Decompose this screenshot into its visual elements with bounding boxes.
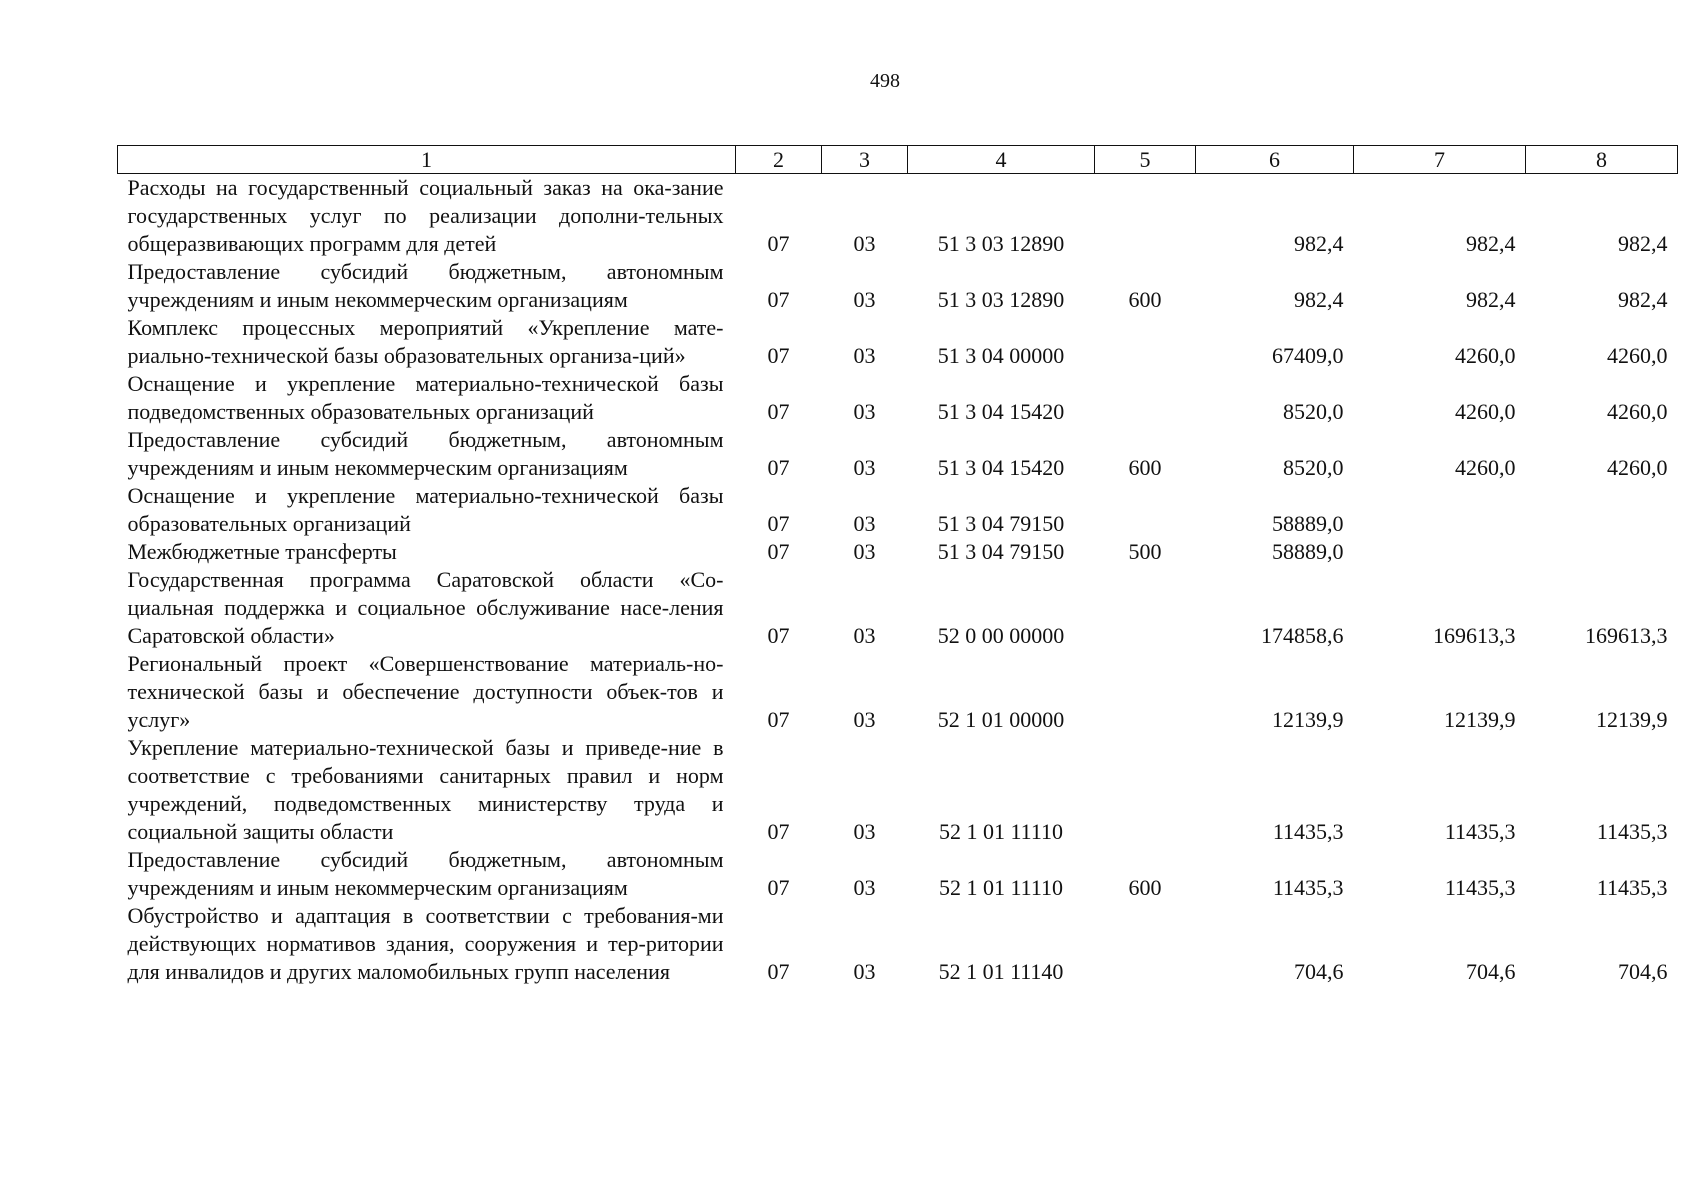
row-amount-col7: 982,4 — [1466, 287, 1516, 312]
row-amount-col6: 982,4 — [1294, 231, 1344, 256]
row-amount-col6: 12139,9 — [1272, 707, 1344, 732]
table-row — [118, 482, 1678, 538]
header-col-6: 6 — [1196, 146, 1354, 174]
row-section: 07 — [767, 959, 790, 984]
header-col-5: 5 — [1095, 146, 1196, 174]
row-amount-col7 — [1354, 482, 1526, 538]
row-subsection: 03 — [853, 539, 876, 564]
row-subsection: 03 — [853, 707, 876, 732]
row-section: 07 — [767, 707, 790, 732]
row-expense-type — [1095, 370, 1196, 426]
row-amount-col8: 982,4 — [1618, 287, 1668, 312]
row-amount-col8: 4260,0 — [1607, 455, 1668, 480]
page-number: 498 — [870, 70, 900, 92]
row-name: Оснащение и укрепление материально-технической базы подведомственных образовательных организаций — [127, 371, 724, 424]
row-amount-col6: 58889,0 — [1272, 539, 1344, 564]
row-amount-col7: 11435,3 — [1444, 819, 1516, 844]
table-row — [118, 426, 1678, 482]
table-row — [118, 538, 1678, 566]
row-amount-col6: 174858,6 — [1261, 623, 1344, 648]
row-subsection: 03 — [853, 511, 876, 536]
row-expense-type — [1095, 566, 1196, 650]
row-amount-col7: 982,4 — [1466, 231, 1516, 256]
row-name: Предоставление субсидий бюджетным, автономным учреждениям и иным некоммерческим организациям — [127, 847, 724, 900]
row-amount-col8 — [1526, 538, 1678, 566]
row-name: Региональный проект «Совершенствование материаль-но-технической базы и обеспечение доступности объек-тов и услуг» — [127, 651, 724, 732]
row-target-article: 51 3 04 79150 — [937, 511, 1065, 536]
row-amount-col6: 8520,0 — [1283, 455, 1344, 480]
header-col-2: 2 — [736, 146, 822, 174]
row-section: 07 — [767, 399, 790, 424]
row-section: 07 — [767, 623, 790, 648]
row-expense-type — [1095, 734, 1196, 846]
row-target-article: 51 3 04 15420 — [937, 399, 1065, 424]
row-expense-type: 600 — [1128, 875, 1162, 900]
row-amount-col8: 11435,3 — [1596, 819, 1668, 844]
row-expense-type — [1095, 902, 1196, 986]
row-amount-col7: 169613,3 — [1433, 623, 1516, 648]
row-amount-col7: 11435,3 — [1444, 875, 1516, 900]
row-amount-col8: 982,4 — [1618, 231, 1668, 256]
row-amount-col6: 58889,0 — [1272, 511, 1344, 536]
row-amount-col8: 704,6 — [1618, 959, 1668, 984]
table-row — [118, 902, 1678, 986]
row-expense-type — [1095, 174, 1196, 259]
row-subsection: 03 — [853, 875, 876, 900]
row-amount-col8 — [1526, 482, 1678, 538]
row-section: 07 — [767, 343, 790, 368]
row-subsection: 03 — [853, 623, 876, 648]
row-target-article: 52 1 01 00000 — [937, 707, 1065, 732]
header-row — [118, 146, 1678, 174]
row-name: Оснащение и укрепление материально-технической базы образовательных организаций — [127, 483, 724, 536]
row-section: 07 — [767, 287, 790, 312]
row-amount-col8: 4260,0 — [1607, 399, 1668, 424]
header-col-8: 8 — [1526, 146, 1678, 174]
row-target-article: 52 0 00 00000 — [937, 623, 1065, 648]
row-amount-col8: 12139,9 — [1596, 707, 1668, 732]
row-expense-type — [1095, 482, 1196, 538]
row-name: Комплекс процессных мероприятий «Укрепление мате-риально-технической базы образовательных организа-ций» — [127, 315, 724, 368]
row-section: 07 — [767, 511, 790, 536]
row-name: Предоставление субсидий бюджетным, автономным учреждениям и иным некоммерческим организациям — [127, 427, 724, 480]
header-col-3: 3 — [822, 146, 908, 174]
header-col-1: 1 — [118, 146, 736, 174]
row-amount-col6: 11435,3 — [1272, 875, 1344, 900]
row-amount-col8: 11435,3 — [1596, 875, 1668, 900]
row-section: 07 — [767, 539, 790, 564]
row-amount-col6: 67409,0 — [1272, 343, 1344, 368]
row-amount-col7 — [1354, 538, 1526, 566]
table-row — [118, 258, 1678, 314]
table-body — [118, 174, 1678, 987]
row-amount-col7: 704,6 — [1466, 959, 1516, 984]
row-name: Расходы на государственный социальный заказ на ока-зание государственных услуг по реализации дополни-тельных общеразвивающих программ для детей — [127, 175, 724, 256]
table-row — [118, 174, 1678, 259]
row-amount-col6: 8520,0 — [1283, 399, 1344, 424]
row-target-article: 52 1 01 11110 — [938, 819, 1064, 844]
row-subsection: 03 — [853, 287, 876, 312]
table-row — [118, 314, 1678, 370]
row-target-article: 51 3 03 12890 — [937, 287, 1065, 312]
table-row — [118, 370, 1678, 426]
row-expense-type: 600 — [1128, 287, 1162, 312]
row-subsection: 03 — [853, 959, 876, 984]
row-name: Обустройство и адаптация в соответствии с требования-ми действующих нормативов здания, сооружения и тер-ритории для инвалидов и других маломобильных групп населения — [127, 903, 724, 984]
row-subsection: 03 — [853, 819, 876, 844]
row-expense-type — [1095, 650, 1196, 734]
table-header — [118, 146, 1678, 174]
row-expense-type: 500 — [1128, 539, 1162, 564]
row-target-article: 51 3 04 00000 — [937, 343, 1065, 368]
row-amount-col6: 982,4 — [1294, 287, 1344, 312]
table-row — [118, 566, 1678, 650]
row-expense-type — [1095, 314, 1196, 370]
row-amount-col7: 4260,0 — [1455, 343, 1516, 368]
row-section: 07 — [767, 455, 790, 480]
row-amount-col7: 4260,0 — [1455, 455, 1516, 480]
table-row — [118, 650, 1678, 734]
row-name: Государственная программа Саратовской области «Со-циальная поддержка и социальное обслуживание насе-ления Саратовской области» — [127, 567, 724, 648]
row-expense-type: 600 — [1128, 455, 1162, 480]
row-amount-col8: 169613,3 — [1585, 623, 1668, 648]
row-amount-col7: 12139,9 — [1444, 707, 1516, 732]
row-amount-col8: 4260,0 — [1607, 343, 1668, 368]
row-target-article: 51 3 04 15420 — [937, 455, 1065, 480]
budget-table — [117, 145, 1678, 986]
row-target-article: 51 3 04 79150 — [937, 539, 1065, 564]
row-amount-col7: 4260,0 — [1455, 399, 1516, 424]
header-col-4: 4 — [908, 146, 1095, 174]
row-name: Укрепление материально-технической базы и приведе-ние в соответствие с требованиями санитарных правил и норм учреждений, подведомственных министерству труда и социальной защиты области — [127, 735, 724, 844]
row-section: 07 — [767, 231, 790, 256]
row-amount-col6: 11435,3 — [1272, 819, 1344, 844]
row-target-article: 52 1 01 11110 — [938, 875, 1064, 900]
header-col-7: 7 — [1354, 146, 1526, 174]
row-subsection: 03 — [853, 399, 876, 424]
row-subsection: 03 — [853, 455, 876, 480]
row-subsection: 03 — [853, 343, 876, 368]
table-row — [118, 734, 1678, 846]
row-target-article: 52 1 01 11140 — [938, 959, 1064, 984]
row-name: Межбюджетные трансферты — [127, 539, 397, 564]
row-section: 07 — [767, 819, 790, 844]
row-subsection: 03 — [853, 231, 876, 256]
row-section: 07 — [767, 875, 790, 900]
table-row — [118, 846, 1678, 902]
row-amount-col6: 704,6 — [1294, 959, 1344, 984]
row-target-article: 51 3 03 12890 — [937, 231, 1065, 256]
row-name: Предоставление субсидий бюджетным, автономным учреждениям и иным некоммерческим организациям — [127, 259, 724, 312]
